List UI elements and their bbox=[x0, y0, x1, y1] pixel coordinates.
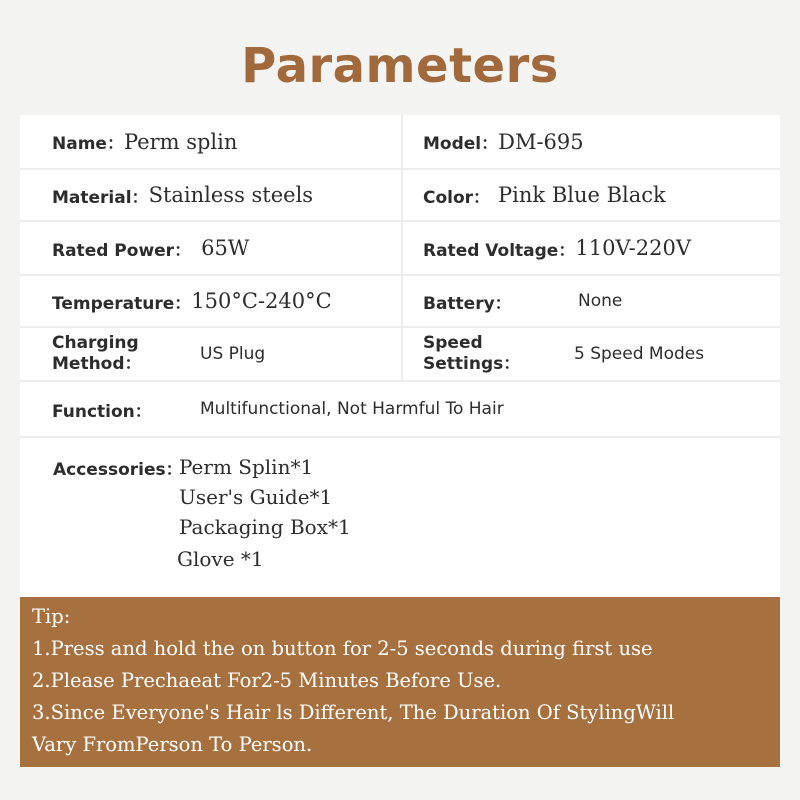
tip-line: 2.Please Prechaeat For2-5 Minutes Before Use. bbox=[32, 669, 502, 692]
column-divider bbox=[401, 115, 403, 168]
rated-voltage-label: Rated Voltage： bbox=[423, 240, 576, 261]
charging-method-value: US Plug bbox=[200, 344, 266, 364]
list-item: Glove *1 bbox=[177, 547, 264, 571]
spec-row bbox=[20, 170, 780, 222]
spec-row bbox=[20, 382, 780, 438]
column-divider bbox=[401, 222, 403, 274]
function-value: Multifunctional, Not Harmful To Hair bbox=[200, 399, 504, 419]
tip-line: 1.Press and hold the on button for 2-5 seconds during first use bbox=[32, 637, 653, 660]
tip-line: Vary FromPerson To Person. bbox=[32, 733, 313, 756]
rated-power-value: 65W bbox=[201, 236, 250, 260]
accessories-label: Accessories： bbox=[53, 460, 183, 480]
list-item: User's Guide*1 bbox=[179, 485, 333, 509]
spec-row bbox=[20, 115, 780, 170]
battery-label: Battery： bbox=[423, 293, 512, 314]
speed-settings-value: 5 Speed Modes bbox=[574, 344, 705, 364]
spec-row bbox=[20, 328, 780, 382]
function-label: Function： bbox=[52, 401, 152, 422]
spec-table bbox=[20, 115, 780, 597]
rated-power-label: Rated Power： bbox=[52, 240, 192, 261]
material-value: Stainless steels bbox=[148, 183, 314, 207]
accessories-list bbox=[179, 452, 351, 574]
list-item: Packaging Box*1 bbox=[179, 515, 351, 539]
spec-row bbox=[20, 276, 780, 328]
charging-method-label: Charging Method： bbox=[52, 333, 142, 374]
model-label: Model： bbox=[423, 134, 499, 154]
name-label: Name： bbox=[52, 134, 124, 154]
rated-voltage-value: 110V-220V bbox=[575, 236, 692, 260]
color-label: Color： bbox=[423, 187, 491, 208]
column-divider bbox=[401, 328, 403, 380]
tip-heading: Tip: bbox=[32, 605, 71, 628]
list-item: Perm Splin*1 bbox=[179, 455, 314, 479]
name-value: Perm splin bbox=[123, 129, 238, 154]
battery-value: None bbox=[578, 291, 623, 311]
color-value: Pink Blue Black bbox=[498, 183, 666, 207]
model-value: DM-695 bbox=[498, 129, 584, 154]
column-divider bbox=[401, 170, 403, 220]
material-label: Material： bbox=[52, 187, 149, 208]
page-title: Parameters bbox=[241, 38, 559, 94]
temperature-label: Temperature： bbox=[52, 293, 192, 314]
tip-box bbox=[20, 597, 780, 767]
tip-line: 3.Since Everyone's Hair ls Different, The Duration Of StylingWill bbox=[32, 701, 675, 724]
temperature-value: 150°C-240°C bbox=[191, 289, 332, 313]
spec-row bbox=[20, 222, 780, 276]
speed-settings-label: Speed Settings： bbox=[423, 333, 521, 374]
column-divider bbox=[401, 276, 403, 326]
